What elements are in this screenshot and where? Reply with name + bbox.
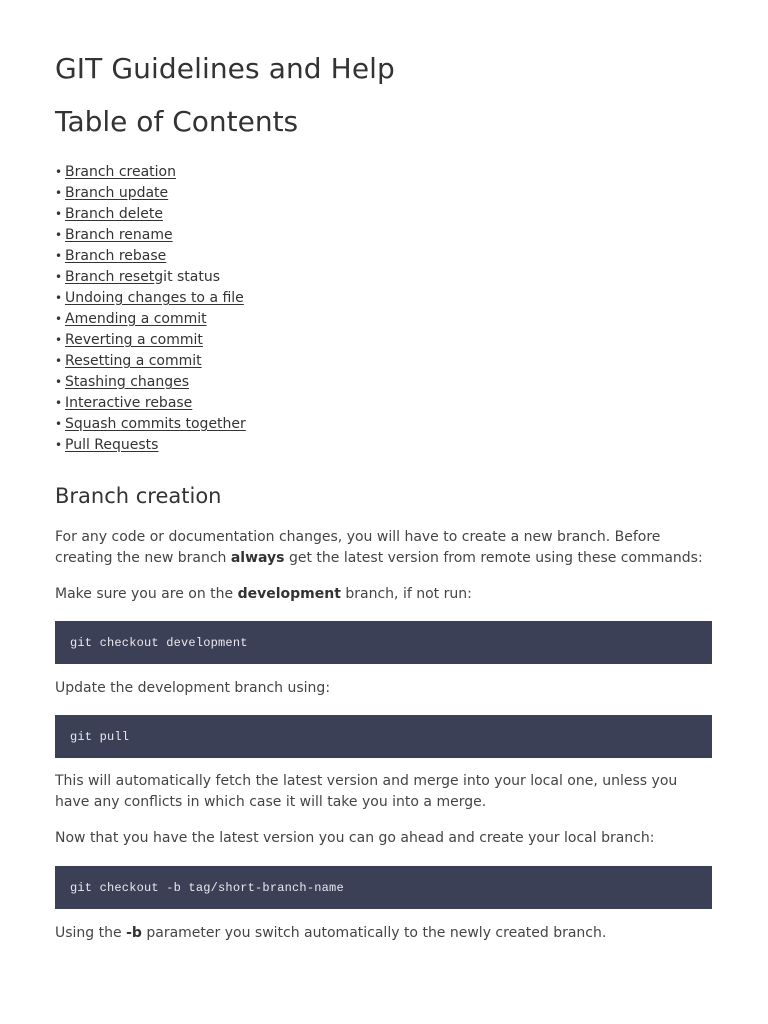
bullet-icon: •	[55, 165, 63, 179]
table-of-contents	[55, 162, 246, 456]
toc-link-branch-update[interactable]: Branch update	[65, 185, 169, 201]
paragraph-create-branch: Now that you have the latest version you can go ahead and create your local branch:	[55, 830, 655, 846]
toc-item-interactive-rebase	[55, 393, 246, 414]
paragraph-text: Using the	[55, 925, 127, 941]
toc-link-amending-commit[interactable]: Amending a commit	[65, 311, 207, 327]
toc-link-stashing-changes[interactable]: Stashing changes	[65, 374, 190, 390]
toc-link-interactive-rebase[interactable]: Interactive rebase	[65, 395, 193, 411]
code-block-git-pull	[55, 715, 712, 758]
bullet-icon: •	[55, 207, 63, 221]
paragraph-development-branch	[55, 584, 472, 605]
document-title: GIT Guidelines and Help	[55, 52, 395, 85]
code-text: git pull	[70, 729, 130, 744]
toc-item-branch-delete	[55, 204, 246, 225]
toc-item-reverting-commit	[55, 330, 246, 351]
toc-item-amending-commit	[55, 309, 246, 330]
toc-item-branch-rename	[55, 225, 246, 246]
code-block-checkout-development	[55, 621, 712, 664]
toc-link-branch-creation[interactable]: Branch creation	[65, 164, 176, 180]
bullet-icon: •	[55, 354, 63, 368]
paragraph-update-branch: Update the development branch using:	[55, 680, 331, 696]
toc-item-branch-reset	[55, 267, 246, 288]
toc-item-undoing-changes	[55, 288, 246, 309]
toc-item-branch-rebase	[55, 246, 246, 267]
bullet-icon: •	[55, 186, 63, 200]
toc-item-pull-requests	[55, 435, 246, 456]
toc-item-resetting-commit	[55, 351, 246, 372]
paragraph-text: branch, if not run:	[340, 586, 472, 602]
code-block-checkout-new-branch	[55, 866, 712, 909]
section-title-branch-creation: Branch creation	[55, 484, 222, 508]
toc-link-branch-reset[interactable]: Branch reset	[65, 269, 155, 285]
bullet-icon: •	[55, 312, 63, 326]
bullet-icon: •	[55, 333, 63, 347]
toc-link-branch-rename[interactable]: Branch rename	[65, 227, 173, 243]
toc-link-branch-rebase[interactable]: Branch rebase	[65, 248, 167, 264]
bullet-icon: •	[55, 438, 63, 452]
emphasis-text: always	[230, 550, 285, 566]
emphasis-text: development	[237, 586, 341, 602]
toc-link-pull-requests[interactable]: Pull Requests	[65, 437, 159, 453]
toc-item-branch-creation	[55, 162, 246, 183]
bullet-icon: •	[55, 291, 63, 305]
toc-title: Table of Contents	[55, 105, 299, 138]
paragraph-intro	[55, 527, 712, 569]
bullet-icon: •	[55, 417, 63, 431]
paragraph-text: For any code or documentation changes, you will have to create a new branch. Before creating the new branch	[55, 529, 661, 566]
toc-item-branch-update	[55, 183, 246, 204]
code-text: git checkout -b tag/short-branch-name	[70, 880, 344, 895]
emphasis-text: -b	[126, 925, 142, 941]
toc-link-reverting-commit[interactable]: Reverting a commit	[65, 332, 203, 348]
paragraph-text: Make sure you are on the	[55, 586, 238, 602]
toc-link-squash-commits[interactable]: Squash commits together	[65, 416, 246, 432]
toc-item-squash-commits	[55, 414, 246, 435]
paragraph-text: parameter you switch automatically to the newly created branch.	[141, 925, 607, 941]
bullet-icon: •	[55, 396, 63, 410]
bullet-icon: •	[55, 270, 63, 284]
bullet-icon: •	[55, 249, 63, 263]
toc-link-resetting-commit[interactable]: Resetting a commit	[65, 353, 202, 369]
toc-link-undoing-changes[interactable]: Undoing changes to a file	[65, 290, 244, 306]
toc-item-suffix: git status	[154, 269, 221, 285]
bullet-icon: •	[55, 375, 63, 389]
toc-link-branch-delete[interactable]: Branch delete	[65, 206, 163, 222]
code-text: git checkout development	[70, 635, 248, 650]
toc-item-stashing-changes	[55, 372, 246, 393]
paragraph-b-parameter	[55, 923, 606, 944]
paragraph-text: get the latest version from remote using these commands:	[284, 550, 703, 566]
paragraph-fetch-merge: This will automatically fetch the latest version and merge into your local one, unless you have any conflicts in which case it will take you into a merge.	[55, 773, 678, 810]
bullet-icon: •	[55, 228, 63, 242]
